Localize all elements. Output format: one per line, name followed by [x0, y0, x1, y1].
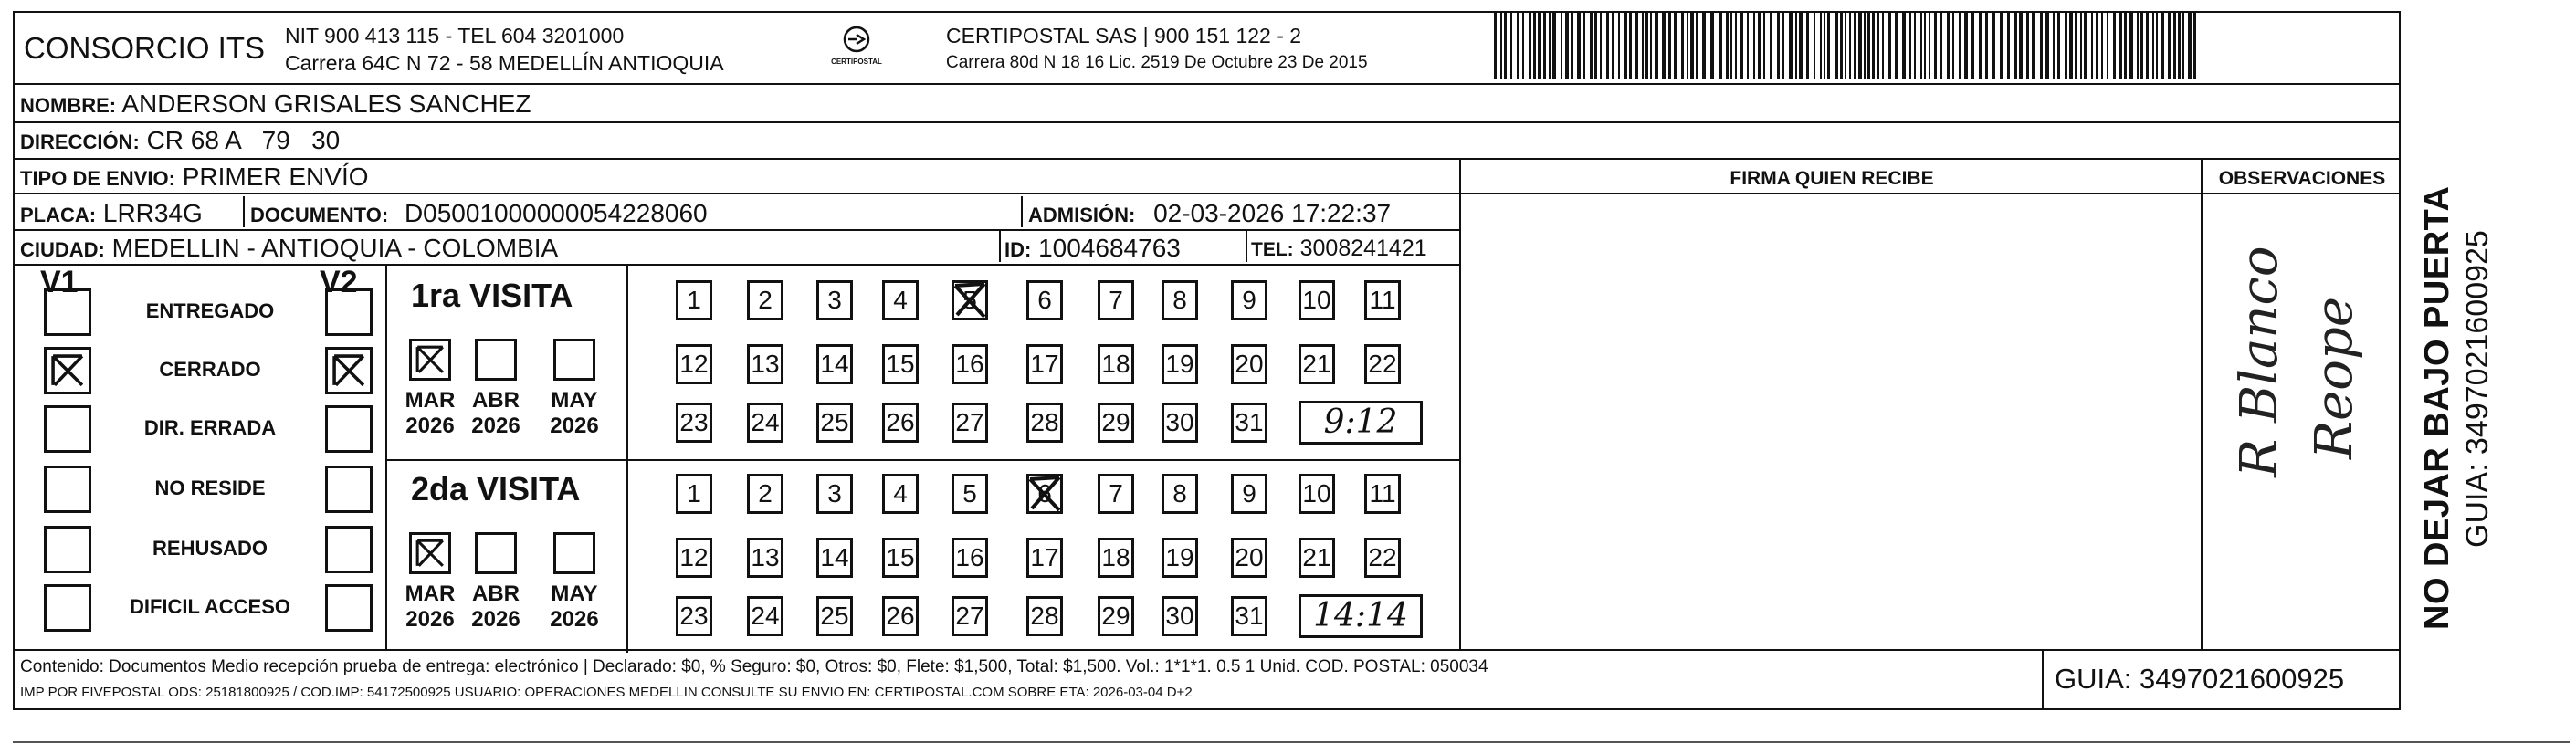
visit-day-cell[interactable]: 7 [1098, 280, 1134, 320]
visit-day-cell[interactable]: 20 [1231, 538, 1267, 578]
visit-day-cell[interactable]: 31 [1231, 403, 1267, 443]
visit-day-cell[interactable]: 11 [1364, 280, 1401, 320]
visit-time-value: 14:14 [1313, 597, 1408, 634]
visit-day-cell[interactable]: 22 [1364, 538, 1401, 578]
visit-day-cell[interactable]: 12 [676, 538, 712, 578]
visit-day-cell[interactable]: 16 [952, 538, 988, 578]
row-divider-2 [13, 158, 2401, 160]
visit-month-checkbox[interactable] [475, 339, 517, 381]
visit-day-cell[interactable]: 30 [1162, 596, 1198, 636]
visit-day-cell[interactable]: 4 [882, 474, 919, 514]
company-nit-tel: NIT 900 413 115 - TEL 604 3201000 [285, 24, 625, 47]
visit-day-cell[interactable]: 26 [882, 596, 919, 636]
visit-day-cell[interactable]: 2 [747, 474, 783, 514]
visit-day-cell[interactable]: 11 [1364, 474, 1401, 514]
footer-content: Contenido: Documentos Medio recepción prueba de entrega: electrónico | Declarado: $0, % Seguro: $0, Otros: $0, Flete: $1,500, Total: $1,500. Vol.: 1*1*1. 0.5 1 Unid. COD. POSTAL: 050034 [20, 657, 1488, 676]
visit-month-label [464, 388, 528, 439]
plate-divider [243, 196, 245, 227]
document-value: D05001000000054228060 [404, 199, 708, 227]
visit-day-cell[interactable]: 21 [1299, 344, 1335, 384]
status-v2-checkbox[interactable] [325, 347, 373, 394]
visit-time-box[interactable] [1299, 401, 1423, 445]
footer-guide-divider [2042, 649, 2044, 710]
side-guide: GUIA: 3497021600925 [2460, 230, 2495, 548]
visit-month-name: MAR [405, 388, 456, 413]
status-label: NO RESIDE [154, 476, 266, 499]
visit-month-label [542, 388, 606, 439]
row-divider-3 [13, 193, 2401, 194]
carrier-logo-text: CERTIPOSTAL [831, 58, 882, 66]
visit-day-cell[interactable]: 14 [816, 344, 853, 384]
tel-value: 3008241421 [1299, 236, 1427, 261]
status-label: ENTREGADO [145, 299, 275, 322]
visit-month-year: 2026 [550, 414, 599, 438]
visit-day-cell[interactable]: 17 [1026, 344, 1063, 384]
visit-calendar-divider [626, 459, 628, 653]
observation-line-2: Reope [2305, 296, 2364, 459]
visit-day-cell[interactable]: 6 [1026, 280, 1063, 320]
row-divider-5 [13, 264, 1461, 266]
visit-month-year: 2026 [405, 607, 455, 632]
status-v1-checkbox[interactable] [44, 526, 91, 573]
city-label: CIUDAD: [20, 238, 105, 261]
visit-calendar-divider [626, 266, 628, 459]
company-address: Carrera 64C N 72 - 58 MEDELLÍN ANTIOQUIA [285, 51, 724, 75]
admission-value: 02-03-2026 17:22:37 [1153, 199, 1392, 227]
name-field [20, 89, 531, 119]
visit-month-name: ABR [472, 581, 520, 606]
observations-header: OBSERVACIONES [2218, 168, 2386, 189]
visit-day-cell[interactable]: 8 [1162, 280, 1198, 320]
visit-day-cell[interactable]: 1 [676, 474, 712, 514]
visit-day-cell[interactable]: 7 [1098, 474, 1134, 514]
visit-day-cell[interactable]: 14 [816, 538, 853, 578]
tel-field [1251, 236, 1427, 262]
visit-month-label [542, 581, 606, 633]
admission-label: ADMISIÓN: [1028, 204, 1136, 226]
status-v2-checkbox[interactable] [325, 526, 373, 573]
status-v2-checkbox[interactable] [325, 584, 373, 632]
visit-title: 1ra VISITA [411, 277, 573, 314]
ship-type-field [20, 162, 369, 192]
observation-handwriting [2203, 194, 2400, 649]
document-divider [1021, 196, 1023, 227]
address-field [20, 126, 340, 155]
visit-day-cell[interactable]: 2 [747, 280, 783, 320]
id-value: 1004684763 [1038, 234, 1181, 262]
visit-day-cell[interactable]: 4 [882, 280, 919, 320]
plate-value: LRR34G [102, 199, 203, 227]
visit-month-name: MAY [551, 388, 598, 413]
plate-field [20, 199, 203, 228]
address-label: DIRECCIÓN: [20, 131, 140, 153]
name-value: ANDERSON GRISALES SANCHEZ [121, 89, 531, 118]
status-label: DIFICIL ACCESO [129, 595, 290, 618]
visit-month-year: 2026 [550, 607, 599, 632]
visit-month-name: MAY [551, 581, 598, 606]
visit-month-year: 2026 [471, 414, 520, 438]
plate-label: PLACA: [20, 204, 97, 226]
visit-month-checkbox[interactable] [553, 532, 595, 574]
visit-day-cell[interactable]: 30 [1162, 403, 1198, 443]
visit-day-cell[interactable]: 19 [1162, 538, 1198, 578]
visit-month-year: 2026 [405, 414, 455, 438]
visit-day-cell[interactable]: 3 [816, 474, 853, 514]
city-field [20, 234, 558, 263]
company-name: CONSORCIO ITS [24, 31, 266, 65]
carrier-logo [820, 24, 893, 71]
visit-day-cell[interactable]: 9 [1231, 474, 1267, 514]
bottom-edge-line [13, 741, 2570, 743]
visit-month-checkbox[interactable] [475, 532, 517, 574]
status-v1-checkbox[interactable] [44, 405, 91, 453]
header-divider [13, 83, 2401, 85]
visit-month-label [464, 581, 528, 633]
visit-day-cell[interactable]: 3 [816, 280, 853, 320]
visit-time-value: 9:12 [1323, 403, 1398, 441]
visit-month-name: MAR [405, 581, 456, 606]
visit-day-cell[interactable]: 24 [747, 596, 783, 636]
visit-day-cell[interactable]: 29 [1098, 596, 1134, 636]
visit-day-cell[interactable]: 5 [952, 280, 988, 320]
visit-day-cell[interactable]: 22 [1364, 344, 1401, 384]
row-divider-4 [13, 229, 1461, 231]
row-divider-1 [13, 121, 2401, 123]
status-v1-checkbox[interactable] [44, 288, 91, 336]
visit-month-year: 2026 [471, 607, 520, 632]
status-label: REHUSADO [152, 537, 268, 560]
visit-day-cell[interactable]: 29 [1098, 403, 1134, 443]
visit-day-cell[interactable]: 25 [816, 596, 853, 636]
barcode [1494, 13, 2199, 79]
city-divider [999, 231, 1001, 262]
visit-day-cell[interactable]: 26 [882, 403, 919, 443]
visit-day-cell[interactable]: 21 [1299, 538, 1335, 578]
visit-day-cell[interactable]: 28 [1026, 403, 1063, 443]
status-label: CERRADO [159, 358, 261, 381]
carrier-address: Carrera 80d N 18 16 Lic. 2519 De Octubre 23 De 2015 [946, 53, 1368, 72]
visit-day-cell[interactable]: 8 [1162, 474, 1198, 514]
v2-label: V2 [320, 265, 358, 299]
visit-month-label [398, 388, 462, 439]
footer-guide: GUIA: 3497021600925 [2055, 663, 2345, 695]
visit-month-checkbox[interactable] [409, 532, 451, 574]
visit-day-cell[interactable]: 5 [952, 474, 988, 514]
visit-day-cell[interactable]: 1 [676, 280, 712, 320]
id-label: ID: [1004, 238, 1032, 261]
document-label: DOCUMENTO: [250, 204, 389, 226]
visit-day-cell[interactable]: 23 [676, 596, 712, 636]
visit-month-name: ABR [472, 388, 520, 413]
visit-day-cell[interactable]: 27 [952, 596, 988, 636]
address-value: CR 68 A 79 30 [146, 126, 341, 154]
carrier-name: CERTIPOSTAL SAS | 900 151 122 - 2 [946, 24, 1302, 47]
v1-label: V1 [40, 265, 79, 299]
visit-month-label [398, 581, 462, 633]
visit-day-mark [950, 278, 990, 322]
name-label: NOMBRE: [20, 94, 117, 117]
ship-type-label: TIPO DE ENVIO: [20, 167, 175, 190]
signature-left-border [1459, 158, 1461, 649]
visit-title: 2da VISITA [411, 470, 581, 508]
visit-divider [385, 459, 1461, 461]
city-value: MEDELLIN - ANTIOQUIA - COLOMBIA [111, 234, 559, 262]
visit-day-cell[interactable]: 19 [1162, 344, 1198, 384]
status-v2-checkbox[interactable] [325, 405, 373, 453]
visit-day-cell[interactable]: 31 [1231, 596, 1267, 636]
visit-day-cell[interactable]: 13 [747, 344, 783, 384]
visit-month-checkbox[interactable] [409, 339, 451, 381]
signature-header: FIRMA QUIEN RECIBE [1730, 168, 1934, 189]
visit-day-cell[interactable]: 17 [1026, 538, 1063, 578]
status-v1-checkbox[interactable] [44, 584, 91, 632]
visit-day-cell[interactable]: 15 [882, 538, 919, 578]
visit-day-cell[interactable]: 24 [747, 403, 783, 443]
visit-day-cell[interactable]: 16 [952, 344, 988, 384]
visit-time-box[interactable] [1299, 594, 1423, 638]
visit-day-cell[interactable]: 15 [882, 344, 919, 384]
visit-day-cell[interactable]: 13 [747, 538, 783, 578]
visit-day-cell[interactable]: 6 [1026, 474, 1063, 514]
status-v1-checkbox[interactable] [44, 466, 91, 513]
visit-day-cell[interactable]: 18 [1098, 344, 1134, 384]
admission-field [1028, 199, 1391, 228]
tel-label: TEL: [1251, 239, 1294, 260]
visit-day-cell[interactable]: 23 [676, 403, 712, 443]
observation-line-1: R Blanco [2230, 246, 2289, 477]
id-divider [1246, 231, 1247, 262]
document-field [250, 199, 708, 228]
visit-day-cell[interactable]: 27 [952, 403, 988, 443]
visit-day-cell[interactable]: 12 [676, 344, 712, 384]
ship-type-value: PRIMER ENVÍO [182, 162, 369, 191]
status-v1-checkbox[interactable] [44, 347, 91, 394]
status-v2-checkbox[interactable] [325, 288, 373, 336]
status-v2-checkbox[interactable] [325, 466, 373, 513]
status-divider [385, 266, 387, 649]
visit-day-cell[interactable]: 10 [1299, 280, 1335, 320]
visit-day-cell[interactable]: 18 [1098, 538, 1134, 578]
status-label: DIR. ERRADA [143, 416, 277, 439]
side-warning: NO DEJAR BAJO PUERTA [2418, 185, 2456, 630]
visit-day-cell[interactable]: 28 [1026, 596, 1063, 636]
visit-day-cell[interactable]: 9 [1231, 280, 1267, 320]
visit-day-cell[interactable]: 20 [1231, 344, 1267, 384]
visit-day-cell[interactable]: 25 [816, 403, 853, 443]
visit-day-cell[interactable]: 10 [1299, 474, 1335, 514]
id-field [1004, 234, 1181, 263]
visit-day-mark [1025, 472, 1065, 516]
visit-month-checkbox[interactable] [553, 339, 595, 381]
footer-imp: IMP POR FIVEPOSTAL ODS: 25181800925 / COD.IMP: 54172500925 USUARIO: OPERACIONES MEDELLIN CONSULTE SU ENVIO EN: CERTIPOSTAL.COM SOBRE ETA: 2026-03-04 D+2 [20, 685, 1193, 700]
